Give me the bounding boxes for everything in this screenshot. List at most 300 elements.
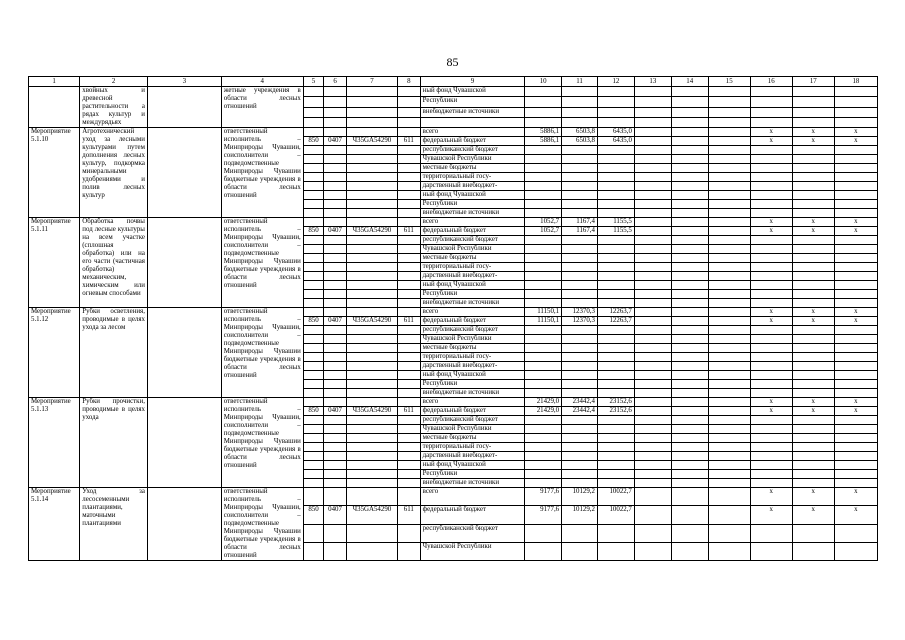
funding-source: всего bbox=[420, 488, 525, 506]
empty-cell bbox=[303, 209, 324, 218]
empty-cell bbox=[597, 326, 634, 335]
empty-cell bbox=[634, 488, 671, 506]
empty-cell bbox=[324, 87, 347, 97]
empty-cell bbox=[346, 146, 397, 155]
empty-cell bbox=[562, 362, 598, 371]
empty-cell bbox=[792, 87, 834, 97]
mark-x: x bbox=[792, 317, 834, 326]
empty-cell bbox=[324, 290, 347, 299]
empty-cell bbox=[634, 182, 671, 191]
empty-cell bbox=[671, 182, 708, 191]
empty-cell bbox=[671, 146, 708, 155]
empty-cell bbox=[708, 416, 750, 425]
empty-cell bbox=[750, 87, 792, 97]
funding-source: республиканский бюджет bbox=[420, 326, 525, 335]
amount: 5886,1 bbox=[525, 128, 562, 137]
empty-cell bbox=[324, 299, 347, 308]
empty-cell bbox=[634, 128, 671, 137]
empty-cell bbox=[634, 299, 671, 308]
empty-cell bbox=[708, 236, 750, 245]
empty-cell bbox=[29, 87, 80, 128]
empty-cell bbox=[834, 191, 877, 200]
amount: 1155,5 bbox=[597, 218, 634, 227]
mark-x: x bbox=[750, 227, 792, 236]
empty-cell bbox=[147, 128, 221, 218]
funding-source: всего bbox=[420, 398, 525, 407]
empty-cell bbox=[346, 164, 397, 173]
empty-cell bbox=[147, 308, 221, 398]
activity-type: Мероприятие 5.1.13 bbox=[29, 398, 80, 488]
funding-source: Чувашской Республики bbox=[420, 425, 525, 434]
empty-cell bbox=[346, 479, 397, 488]
empty-cell bbox=[671, 164, 708, 173]
empty-cell bbox=[303, 281, 324, 290]
funding-source: местные бюджеты bbox=[420, 254, 525, 263]
empty-cell bbox=[525, 173, 562, 182]
empty-cell bbox=[597, 524, 634, 542]
empty-cell bbox=[562, 470, 598, 479]
code-target: Ч35GA54290 bbox=[346, 506, 397, 524]
code-target: Ч35GA54290 bbox=[346, 227, 397, 236]
activity-row bbox=[29, 308, 878, 317]
empty-cell bbox=[597, 443, 634, 452]
empty-cell bbox=[562, 290, 598, 299]
empty-cell bbox=[708, 137, 750, 146]
empty-cell bbox=[634, 272, 671, 281]
empty-cell bbox=[792, 479, 834, 488]
empty-cell bbox=[562, 380, 598, 389]
empty-cell bbox=[750, 191, 792, 200]
empty-cell bbox=[346, 389, 397, 398]
empty-cell bbox=[671, 425, 708, 434]
empty-cell bbox=[398, 326, 421, 335]
empty-cell bbox=[750, 272, 792, 281]
code-expense-type: 611 bbox=[398, 227, 421, 236]
empty-cell bbox=[324, 326, 347, 335]
funding-source: территориальный госу- bbox=[420, 173, 525, 182]
funding-source: внебюджетные источники bbox=[420, 299, 525, 308]
empty-cell bbox=[671, 317, 708, 326]
empty-cell bbox=[792, 200, 834, 209]
empty-cell bbox=[303, 488, 324, 506]
empty-cell bbox=[525, 353, 562, 362]
empty-cell bbox=[792, 326, 834, 335]
empty-cell bbox=[303, 308, 324, 317]
funding-source: местные бюджеты bbox=[420, 434, 525, 443]
empty-cell bbox=[346, 87, 397, 97]
empty-cell bbox=[303, 380, 324, 389]
empty-cell bbox=[303, 117, 324, 127]
empty-cell bbox=[346, 107, 397, 117]
empty-cell bbox=[324, 209, 347, 218]
empty-cell bbox=[324, 371, 347, 380]
empty-cell bbox=[708, 128, 750, 137]
code-section: 0407 bbox=[324, 506, 347, 524]
empty-cell bbox=[834, 254, 877, 263]
empty-cell bbox=[671, 443, 708, 452]
empty-cell bbox=[398, 87, 421, 97]
empty-cell bbox=[525, 479, 562, 488]
empty-cell bbox=[346, 117, 397, 127]
empty-cell bbox=[525, 524, 562, 542]
mark-x: x bbox=[792, 308, 834, 317]
empty-cell bbox=[750, 245, 792, 254]
empty-cell bbox=[671, 380, 708, 389]
mark-x: x bbox=[792, 227, 834, 236]
empty-cell bbox=[525, 326, 562, 335]
empty-cell bbox=[346, 452, 397, 461]
empty-cell bbox=[671, 200, 708, 209]
empty-cell bbox=[562, 200, 598, 209]
empty-cell bbox=[324, 470, 347, 479]
empty-cell bbox=[708, 308, 750, 317]
empty-cell bbox=[525, 146, 562, 155]
empty-cell bbox=[634, 416, 671, 425]
empty-cell bbox=[324, 182, 347, 191]
empty-cell bbox=[303, 425, 324, 434]
empty-cell bbox=[597, 117, 634, 127]
empty-cell bbox=[634, 308, 671, 317]
empty-cell bbox=[346, 97, 397, 107]
empty-cell bbox=[597, 97, 634, 107]
empty-cell bbox=[834, 335, 877, 344]
activity-executor: ответственный исполнитель – Минприроды Чувашии, соисполнители – подведомственные Минприроды Чувашии бюджетные учреждения в области лесных отношений bbox=[221, 308, 303, 398]
empty-cell bbox=[525, 236, 562, 245]
empty-cell bbox=[324, 542, 347, 560]
amount: 23442,4 bbox=[562, 407, 598, 416]
empty-cell bbox=[750, 182, 792, 191]
empty-cell bbox=[634, 479, 671, 488]
empty-cell bbox=[750, 173, 792, 182]
amount: 9177,6 bbox=[525, 488, 562, 506]
amount: 1167,4 bbox=[562, 227, 598, 236]
empty-cell bbox=[562, 335, 598, 344]
empty-cell bbox=[597, 272, 634, 281]
empty-cell bbox=[303, 542, 324, 560]
empty-cell bbox=[398, 470, 421, 479]
empty-cell bbox=[834, 87, 877, 97]
funding-source: территориальный госу- bbox=[420, 353, 525, 362]
empty-cell bbox=[525, 452, 562, 461]
funding-source: республиканский бюджет bbox=[420, 524, 525, 542]
funding-source: местные бюджеты bbox=[420, 164, 525, 173]
empty-cell bbox=[324, 191, 347, 200]
empty-cell bbox=[324, 236, 347, 245]
amount: 12370,3 bbox=[562, 317, 598, 326]
column-number: 7 bbox=[346, 77, 397, 87]
mark-x: x bbox=[750, 308, 792, 317]
mark-x: x bbox=[750, 128, 792, 137]
empty-cell bbox=[398, 425, 421, 434]
amount: 9177,6 bbox=[525, 506, 562, 524]
column-number: 14 bbox=[671, 77, 708, 87]
empty-cell bbox=[834, 117, 877, 127]
column-number: 17 bbox=[792, 77, 834, 87]
empty-cell bbox=[792, 425, 834, 434]
empty-cell bbox=[346, 542, 397, 560]
empty-cell bbox=[398, 182, 421, 191]
empty-cell bbox=[346, 155, 397, 164]
empty-cell bbox=[834, 542, 877, 560]
empty-cell bbox=[834, 389, 877, 398]
mark-x: x bbox=[834, 137, 877, 146]
mark-x: x bbox=[792, 137, 834, 146]
empty-cell bbox=[634, 443, 671, 452]
funding-source: внебюджетные источники bbox=[420, 479, 525, 488]
empty-cell bbox=[525, 443, 562, 452]
empty-cell bbox=[346, 380, 397, 389]
empty-cell bbox=[634, 335, 671, 344]
empty-cell bbox=[671, 155, 708, 164]
empty-cell bbox=[750, 461, 792, 470]
empty-cell bbox=[562, 87, 598, 97]
empty-cell bbox=[562, 254, 598, 263]
empty-cell bbox=[346, 488, 397, 506]
funding-source: внебюджетные источники bbox=[420, 389, 525, 398]
empty-cell bbox=[671, 137, 708, 146]
empty-cell bbox=[708, 326, 750, 335]
empty-cell bbox=[708, 317, 750, 326]
empty-cell bbox=[324, 389, 347, 398]
empty-cell bbox=[324, 254, 347, 263]
empty-cell bbox=[834, 155, 877, 164]
empty-cell bbox=[634, 173, 671, 182]
empty-cell bbox=[597, 146, 634, 155]
empty-cell bbox=[398, 335, 421, 344]
empty-cell bbox=[634, 209, 671, 218]
funding-source: всего bbox=[420, 218, 525, 227]
amount: 1052,7 bbox=[525, 218, 562, 227]
empty-cell bbox=[834, 371, 877, 380]
empty-cell bbox=[634, 245, 671, 254]
empty-cell bbox=[634, 281, 671, 290]
empty-cell bbox=[792, 371, 834, 380]
empty-cell bbox=[525, 425, 562, 434]
empty-cell bbox=[708, 191, 750, 200]
mark-x: x bbox=[792, 506, 834, 524]
empty-cell bbox=[634, 380, 671, 389]
empty-cell bbox=[324, 128, 347, 137]
empty-cell bbox=[324, 416, 347, 425]
column-number: 6 bbox=[324, 77, 347, 87]
mark-x: x bbox=[792, 218, 834, 227]
empty-cell bbox=[634, 97, 671, 107]
empty-cell bbox=[562, 191, 598, 200]
empty-cell bbox=[303, 146, 324, 155]
empty-cell bbox=[398, 117, 421, 127]
empty-cell bbox=[634, 236, 671, 245]
column-number: 11 bbox=[562, 77, 598, 87]
empty-cell bbox=[597, 155, 634, 164]
empty-cell bbox=[398, 236, 421, 245]
funding-source: ный фонд Чувашской bbox=[420, 87, 525, 97]
empty-cell bbox=[792, 443, 834, 452]
mark-x: x bbox=[792, 407, 834, 416]
mark-x: x bbox=[834, 317, 877, 326]
empty-cell bbox=[597, 182, 634, 191]
empty-cell bbox=[398, 524, 421, 542]
code-section: 0407 bbox=[324, 317, 347, 326]
empty-cell bbox=[671, 407, 708, 416]
amount: 6435,0 bbox=[597, 137, 634, 146]
empty-cell bbox=[634, 353, 671, 362]
empty-cell bbox=[303, 353, 324, 362]
mark-x: x bbox=[834, 128, 877, 137]
funding-source: Республики bbox=[420, 470, 525, 479]
code-section: 0407 bbox=[324, 227, 347, 236]
empty-cell bbox=[398, 146, 421, 155]
empty-cell bbox=[671, 128, 708, 137]
empty-cell bbox=[398, 443, 421, 452]
empty-cell bbox=[303, 97, 324, 107]
amount: 12263,7 bbox=[597, 317, 634, 326]
empty-cell bbox=[671, 107, 708, 117]
empty-cell bbox=[525, 380, 562, 389]
empty-cell bbox=[792, 344, 834, 353]
empty-cell bbox=[708, 87, 750, 97]
empty-cell bbox=[324, 200, 347, 209]
empty-cell bbox=[398, 218, 421, 227]
empty-cell bbox=[671, 299, 708, 308]
empty-cell bbox=[634, 155, 671, 164]
empty-cell bbox=[792, 272, 834, 281]
empty-cell bbox=[525, 245, 562, 254]
empty-cell bbox=[398, 398, 421, 407]
empty-cell bbox=[303, 263, 324, 272]
empty-cell bbox=[750, 97, 792, 107]
empty-cell bbox=[562, 146, 598, 155]
empty-cell bbox=[834, 200, 877, 209]
empty-cell bbox=[525, 434, 562, 443]
empty-cell bbox=[525, 117, 562, 127]
empty-cell bbox=[750, 299, 792, 308]
empty-cell bbox=[303, 344, 324, 353]
empty-cell bbox=[792, 209, 834, 218]
empty-cell bbox=[634, 200, 671, 209]
funding-source: Чувашской Республики bbox=[420, 542, 525, 560]
mark-x: x bbox=[792, 488, 834, 506]
mark-x: x bbox=[750, 218, 792, 227]
empty-cell bbox=[708, 389, 750, 398]
empty-cell bbox=[398, 362, 421, 371]
empty-cell bbox=[708, 344, 750, 353]
empty-cell bbox=[303, 524, 324, 542]
empty-cell bbox=[708, 371, 750, 380]
empty-cell bbox=[834, 164, 877, 173]
empty-cell bbox=[671, 488, 708, 506]
funding-source: Республики bbox=[420, 97, 525, 107]
empty-cell bbox=[708, 254, 750, 263]
empty-cell bbox=[834, 416, 877, 425]
empty-cell bbox=[634, 362, 671, 371]
empty-cell bbox=[634, 290, 671, 299]
empty-cell bbox=[398, 128, 421, 137]
empty-cell bbox=[324, 263, 347, 272]
code-target: Ч35GA54290 bbox=[346, 317, 397, 326]
empty-cell bbox=[597, 335, 634, 344]
empty-cell bbox=[525, 542, 562, 560]
empty-cell bbox=[324, 218, 347, 227]
empty-cell bbox=[398, 479, 421, 488]
empty-cell bbox=[708, 263, 750, 272]
empty-cell bbox=[147, 87, 221, 128]
empty-cell bbox=[708, 209, 750, 218]
funding-source: ный фонд Чувашской bbox=[420, 371, 525, 380]
empty-cell bbox=[671, 173, 708, 182]
empty-cell bbox=[398, 452, 421, 461]
code-expense-type: 611 bbox=[398, 506, 421, 524]
empty-cell bbox=[324, 452, 347, 461]
empty-cell bbox=[398, 164, 421, 173]
empty-cell bbox=[634, 425, 671, 434]
empty-cell bbox=[562, 117, 598, 127]
empty-cell bbox=[398, 263, 421, 272]
empty-cell bbox=[750, 117, 792, 127]
empty-cell bbox=[346, 470, 397, 479]
empty-cell bbox=[398, 254, 421, 263]
empty-cell bbox=[597, 263, 634, 272]
amount: 12370,3 bbox=[562, 308, 598, 317]
column-number: 10 bbox=[525, 77, 562, 87]
column-number: 18 bbox=[834, 77, 877, 87]
empty-cell bbox=[398, 245, 421, 254]
continuation-name: хвойных и древесной растительности а рядах культур и междурядьях bbox=[80, 87, 148, 128]
empty-cell bbox=[792, 245, 834, 254]
empty-cell bbox=[597, 353, 634, 362]
empty-cell bbox=[562, 524, 598, 542]
empty-cell bbox=[634, 87, 671, 97]
empty-cell bbox=[750, 290, 792, 299]
empty-cell bbox=[792, 416, 834, 425]
empty-cell bbox=[398, 97, 421, 107]
empty-cell bbox=[562, 434, 598, 443]
empty-cell bbox=[708, 434, 750, 443]
column-number: 5 bbox=[303, 77, 324, 87]
empty-cell bbox=[303, 254, 324, 263]
empty-cell bbox=[671, 353, 708, 362]
empty-cell bbox=[597, 380, 634, 389]
empty-cell bbox=[346, 308, 397, 317]
funding-source: местные бюджеты bbox=[420, 344, 525, 353]
funding-source: республиканский бюджет bbox=[420, 416, 525, 425]
column-number: 13 bbox=[634, 77, 671, 87]
empty-cell bbox=[792, 452, 834, 461]
empty-cell bbox=[671, 87, 708, 97]
empty-cell bbox=[562, 344, 598, 353]
empty-cell bbox=[792, 299, 834, 308]
empty-cell bbox=[634, 506, 671, 524]
empty-cell bbox=[792, 263, 834, 272]
empty-cell bbox=[303, 128, 324, 137]
empty-cell bbox=[597, 200, 634, 209]
funding-source: территориальный госу- bbox=[420, 443, 525, 452]
empty-cell bbox=[562, 173, 598, 182]
empty-cell bbox=[792, 97, 834, 107]
empty-cell bbox=[750, 380, 792, 389]
mark-x: x bbox=[834, 308, 877, 317]
funding-source: всего bbox=[420, 128, 525, 137]
empty-cell bbox=[750, 362, 792, 371]
empty-cell bbox=[634, 524, 671, 542]
column-number: 3 bbox=[147, 77, 221, 87]
empty-cell bbox=[324, 97, 347, 107]
empty-cell bbox=[597, 173, 634, 182]
empty-cell bbox=[597, 389, 634, 398]
empty-cell bbox=[303, 164, 324, 173]
funding-source: территориальный госу- bbox=[420, 263, 525, 272]
column-number: 2 bbox=[80, 77, 148, 87]
empty-cell bbox=[398, 299, 421, 308]
